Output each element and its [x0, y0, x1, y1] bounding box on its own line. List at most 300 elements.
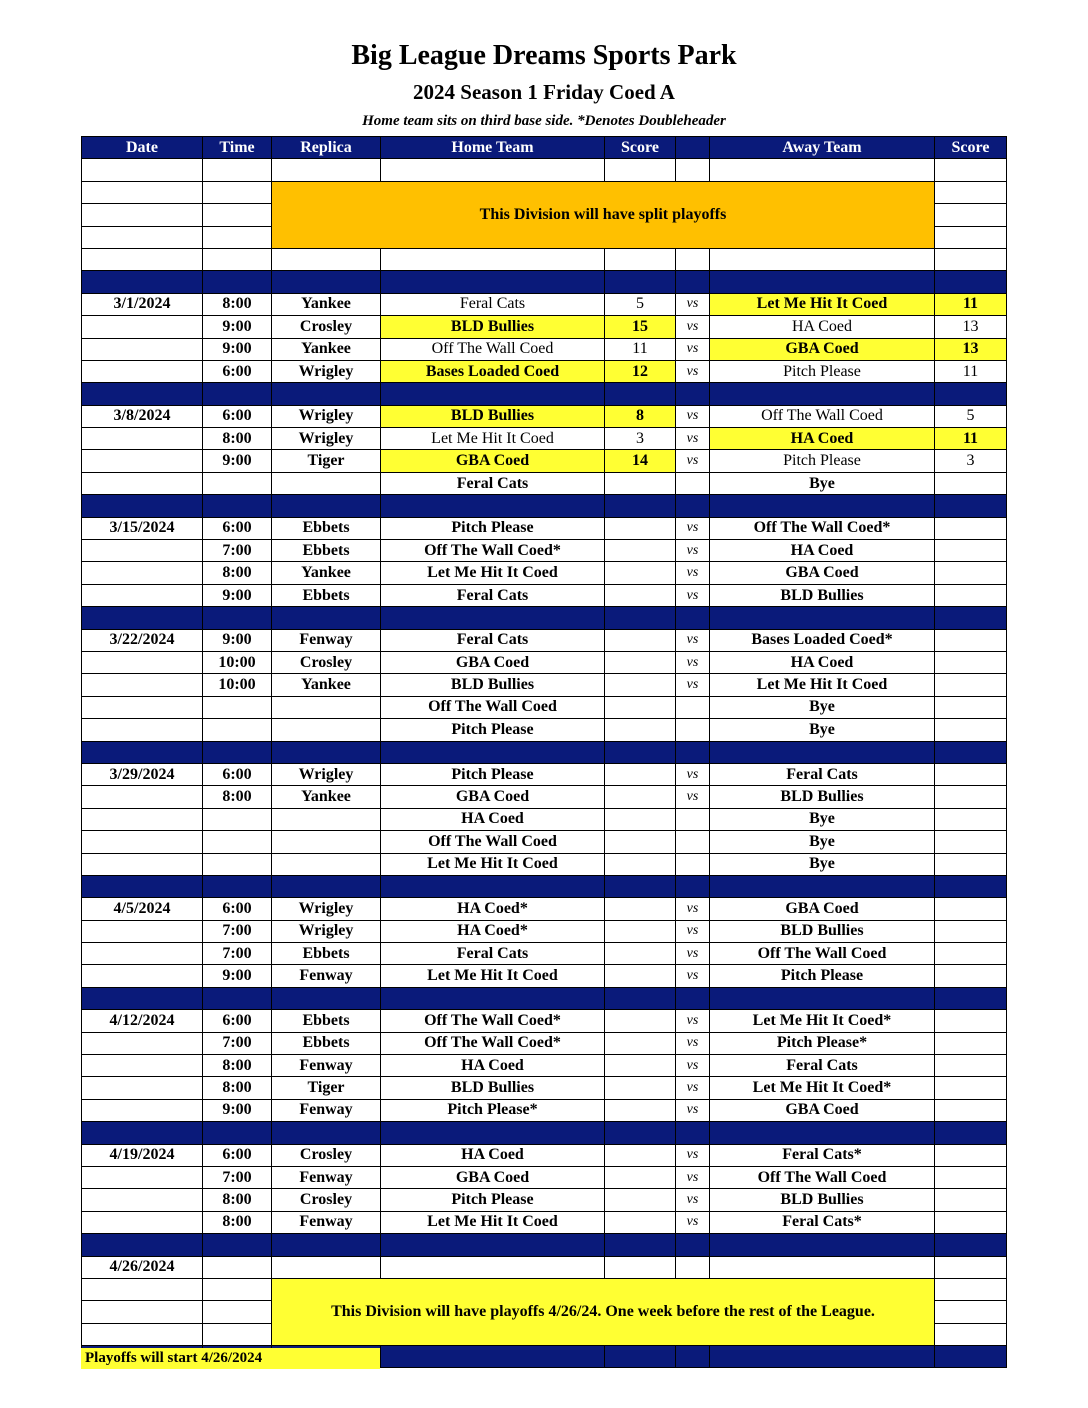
- home-score: [605, 674, 676, 696]
- game-date: [82, 696, 203, 718]
- game-field: Crosley: [272, 1189, 381, 1211]
- home-score: 11: [605, 338, 676, 360]
- away-team: BLD Bullies: [710, 786, 935, 808]
- separator-cell: [710, 875, 935, 897]
- empty-cell: [203, 181, 272, 203]
- empty-cell: [605, 1256, 676, 1278]
- game-date: 3/29/2024: [82, 763, 203, 785]
- playoffs-footer: Playoffs will start 4/26/2024: [81, 1348, 380, 1369]
- separator-cell: [676, 271, 710, 293]
- col-away-team: Away Team: [710, 137, 935, 159]
- separator-cell: [710, 1122, 935, 1144]
- home-team: Let Me Hit It Coed: [381, 562, 605, 584]
- separator-cell: [605, 1122, 676, 1144]
- vs-label: [676, 719, 710, 741]
- game-field: Fenway: [272, 1211, 381, 1233]
- separator-cell: [676, 1234, 710, 1256]
- away-team: Bye: [710, 472, 935, 494]
- game-time: 7:00: [203, 540, 272, 562]
- separator-cell: [676, 495, 710, 517]
- separator-cell: [203, 607, 272, 629]
- home-score: [605, 1144, 676, 1166]
- note-row: [82, 1278, 1007, 1300]
- empty-cell: [676, 1256, 710, 1278]
- home-score: [605, 517, 676, 539]
- home-team: Let Me Hit It Coed: [381, 1211, 605, 1233]
- away-score: 13: [935, 316, 1007, 338]
- game-row: [82, 943, 1007, 965]
- game-field: Fenway: [272, 1055, 381, 1077]
- separator-cell: [381, 1346, 605, 1368]
- separator-cell: [605, 987, 676, 1009]
- away-score: [935, 1166, 1007, 1188]
- away-score: [935, 719, 1007, 741]
- game-time: 6:00: [203, 763, 272, 785]
- home-team: HA Coed*: [381, 920, 605, 942]
- game-row: [82, 338, 1007, 360]
- game-time: 6:00: [203, 360, 272, 382]
- game-field: [272, 719, 381, 741]
- vs-label: [676, 853, 710, 875]
- game-row: [82, 360, 1007, 382]
- week-separator: [82, 383, 1007, 405]
- vs-label: [676, 696, 710, 718]
- away-team: GBA Coed: [710, 898, 935, 920]
- game-date: [82, 853, 203, 875]
- home-team: Feral Cats: [381, 584, 605, 606]
- game-row: [82, 1211, 1007, 1233]
- separator-cell: [381, 1234, 605, 1256]
- game-time: 8:00: [203, 1055, 272, 1077]
- vs-label: vs: [676, 450, 710, 472]
- home-score: [605, 719, 676, 741]
- separator-cell: [381, 271, 605, 293]
- game-field: Yankee: [272, 293, 381, 315]
- separator-cell: [935, 875, 1007, 897]
- game-time: [203, 719, 272, 741]
- away-score: 5: [935, 405, 1007, 427]
- away-team: Feral Cats: [710, 1055, 935, 1077]
- home-score: 8: [605, 405, 676, 427]
- empty-cell: [381, 248, 605, 270]
- empty-cell: [676, 248, 710, 270]
- home-score: [605, 831, 676, 853]
- home-score: [605, 629, 676, 651]
- game-row: [82, 651, 1007, 673]
- header-row: [82, 137, 1007, 159]
- away-score: [935, 1189, 1007, 1211]
- game-time: 9:00: [203, 316, 272, 338]
- game-time: [203, 831, 272, 853]
- separator-cell: [272, 383, 381, 405]
- game-row: [82, 629, 1007, 651]
- away-team: Off The Wall Coed: [710, 405, 935, 427]
- separator-cell: [272, 495, 381, 517]
- away-score: [935, 853, 1007, 875]
- game-time: 9:00: [203, 584, 272, 606]
- empty-cell: [272, 159, 381, 181]
- home-team: Feral Cats: [381, 472, 605, 494]
- away-score: [935, 1099, 1007, 1121]
- away-team: Let Me Hit It Coed: [710, 293, 935, 315]
- separator-cell: [935, 271, 1007, 293]
- empty-cell: [203, 226, 272, 248]
- week-separator: [82, 1234, 1007, 1256]
- separator-cell: [272, 607, 381, 629]
- game-row: [82, 965, 1007, 987]
- game-row: [82, 808, 1007, 830]
- home-team: GBA Coed: [381, 450, 605, 472]
- separator-cell: [710, 987, 935, 1009]
- game-time: 8:00: [203, 1211, 272, 1233]
- away-team: Pitch Please*: [710, 1032, 935, 1054]
- away-score: [935, 1055, 1007, 1077]
- col-replica: Replica: [272, 137, 381, 159]
- away-score: [935, 1032, 1007, 1054]
- vs-label: vs: [676, 562, 710, 584]
- separator-cell: [82, 495, 203, 517]
- away-score: [935, 651, 1007, 673]
- page-title: Big League Dreams Sports Park: [351, 40, 737, 71]
- game-time: 8:00: [203, 1189, 272, 1211]
- empty-cell: [381, 1256, 605, 1278]
- week-separator: [82, 1122, 1007, 1144]
- game-date: [82, 719, 203, 741]
- game-date: [82, 674, 203, 696]
- game-row: [82, 1055, 1007, 1077]
- game-time: 6:00: [203, 1144, 272, 1166]
- game-date: 3/1/2024: [82, 293, 203, 315]
- away-team: GBA Coed: [710, 1099, 935, 1121]
- empty-cell: [605, 159, 676, 181]
- separator-cell: [676, 1346, 710, 1368]
- empty-cell: [82, 1323, 203, 1345]
- away-team: BLD Bullies: [710, 1189, 935, 1211]
- home-team: Off The Wall Coed*: [381, 1010, 605, 1032]
- col-home-team: Home Team: [381, 137, 605, 159]
- home-team: Bases Loaded Coed: [381, 360, 605, 382]
- empty-cell: [272, 1256, 381, 1278]
- game-field: Yankee: [272, 562, 381, 584]
- away-team: Bye: [710, 808, 935, 830]
- separator-cell: [381, 495, 605, 517]
- home-score: [605, 898, 676, 920]
- game-time: 6:00: [203, 405, 272, 427]
- col-vs: [676, 137, 710, 159]
- game-date: [82, 316, 203, 338]
- away-team: HA Coed: [710, 428, 935, 450]
- game-field: Tiger: [272, 1077, 381, 1099]
- game-field: Tiger: [272, 450, 381, 472]
- game-field: [272, 696, 381, 718]
- separator-cell: [203, 1122, 272, 1144]
- home-score: [605, 696, 676, 718]
- separator-cell: [82, 741, 203, 763]
- week-separator: [82, 271, 1007, 293]
- separator-cell: [82, 1234, 203, 1256]
- away-score: [935, 540, 1007, 562]
- game-row: [82, 1032, 1007, 1054]
- home-score: [605, 1099, 676, 1121]
- vs-label: vs: [676, 293, 710, 315]
- vs-label: vs: [676, 1010, 710, 1032]
- separator-cell: [203, 271, 272, 293]
- home-score: [605, 853, 676, 875]
- away-team: Let Me Hit It Coed*: [710, 1077, 935, 1099]
- game-row: [82, 898, 1007, 920]
- separator-cell: [605, 607, 676, 629]
- separator-cell: [272, 1122, 381, 1144]
- col-time: Time: [203, 137, 272, 159]
- away-score: 11: [935, 360, 1007, 382]
- empty-row: [82, 159, 1007, 181]
- empty-cell: [676, 159, 710, 181]
- empty-cell: [935, 159, 1007, 181]
- empty-cell: [935, 181, 1007, 203]
- away-score: [935, 786, 1007, 808]
- home-team: Feral Cats: [381, 629, 605, 651]
- vs-label: vs: [676, 1166, 710, 1188]
- separator-cell: [710, 1346, 935, 1368]
- game-date: [82, 786, 203, 808]
- game-time: 10:00: [203, 674, 272, 696]
- away-team: Pitch Please: [710, 450, 935, 472]
- home-team: Pitch Please: [381, 1189, 605, 1211]
- game-time: 6:00: [203, 1010, 272, 1032]
- home-score: [605, 786, 676, 808]
- away-team: HA Coed: [710, 540, 935, 562]
- separator-cell: [710, 271, 935, 293]
- vs-label: vs: [676, 629, 710, 651]
- col-away-score: Score: [935, 137, 1007, 159]
- game-time: [203, 853, 272, 875]
- game-date: 4/5/2024: [82, 898, 203, 920]
- game-row: [82, 316, 1007, 338]
- game-date: [82, 831, 203, 853]
- game-field: [272, 853, 381, 875]
- empty-cell: [203, 204, 272, 226]
- away-score: [935, 562, 1007, 584]
- game-field: Wrigley: [272, 360, 381, 382]
- home-team: Pitch Please: [381, 517, 605, 539]
- away-score: [935, 1211, 1007, 1233]
- empty-cell: [710, 1256, 935, 1278]
- away-team: Feral Cats: [710, 763, 935, 785]
- game-time: 9:00: [203, 965, 272, 987]
- game-time: 8:00: [203, 786, 272, 808]
- game-field: Crosley: [272, 651, 381, 673]
- home-team: HA Coed: [381, 1055, 605, 1077]
- game-date: 3/8/2024: [82, 405, 203, 427]
- away-score: [935, 584, 1007, 606]
- home-score: [605, 584, 676, 606]
- home-score: [605, 1010, 676, 1032]
- home-team: GBA Coed: [381, 651, 605, 673]
- vs-label: vs: [676, 786, 710, 808]
- away-team: Off The Wall Coed: [710, 1166, 935, 1188]
- game-time: 10:00: [203, 651, 272, 673]
- game-time: 6:00: [203, 898, 272, 920]
- away-team: BLD Bullies: [710, 920, 935, 942]
- separator-cell: [381, 741, 605, 763]
- game-time: [203, 808, 272, 830]
- game-row: [82, 719, 1007, 741]
- away-score: [935, 517, 1007, 539]
- page-subtitle: 2024 Season 1 Friday Coed A: [413, 80, 675, 104]
- vs-label: vs: [676, 1211, 710, 1233]
- away-score: [935, 472, 1007, 494]
- game-date: [82, 1189, 203, 1211]
- separator-cell: [203, 383, 272, 405]
- separator-cell: [82, 875, 203, 897]
- home-score: [605, 651, 676, 673]
- game-row: [82, 517, 1007, 539]
- game-field: Fenway: [272, 1166, 381, 1188]
- home-score: 12: [605, 360, 676, 382]
- away-score: [935, 898, 1007, 920]
- away-score: [935, 965, 1007, 987]
- empty-cell: [203, 1301, 272, 1323]
- vs-label: vs: [676, 1099, 710, 1121]
- away-score: [935, 1010, 1007, 1032]
- separator-cell: [203, 875, 272, 897]
- game-row: [82, 831, 1007, 853]
- away-team: Bye: [710, 831, 935, 853]
- game-date: [82, 1166, 203, 1188]
- vs-label: vs: [676, 965, 710, 987]
- away-score: 13: [935, 338, 1007, 360]
- empty-cell: [203, 1323, 272, 1345]
- away-score: [935, 1144, 1007, 1166]
- away-team: BLD Bullies: [710, 584, 935, 606]
- home-score: [605, 965, 676, 987]
- game-row: [82, 696, 1007, 718]
- away-score: [935, 763, 1007, 785]
- game-row: [82, 1077, 1007, 1099]
- game-row: [82, 1189, 1007, 1211]
- home-team: Off The Wall Coed*: [381, 540, 605, 562]
- empty-cell: [381, 159, 605, 181]
- game-time: 9:00: [203, 1099, 272, 1121]
- away-team: Let Me Hit It Coed*: [710, 1010, 935, 1032]
- game-date: [82, 584, 203, 606]
- away-team: Let Me Hit It Coed: [710, 674, 935, 696]
- vs-label: vs: [676, 651, 710, 673]
- game-field: Fenway: [272, 629, 381, 651]
- separator-cell: [82, 607, 203, 629]
- separator-cell: [82, 987, 203, 1009]
- separator-cell: [605, 495, 676, 517]
- game-row: [82, 1099, 1007, 1121]
- empty-cell: [203, 159, 272, 181]
- away-team: Bases Loaded Coed*: [710, 629, 935, 651]
- away-score: [935, 1077, 1007, 1099]
- empty-cell: [935, 204, 1007, 226]
- separator-cell: [605, 1346, 676, 1368]
- home-score: 3: [605, 428, 676, 450]
- vs-label: [676, 808, 710, 830]
- game-date: [82, 943, 203, 965]
- empty-cell: [203, 1278, 272, 1300]
- vs-label: vs: [676, 1144, 710, 1166]
- away-score: 11: [935, 428, 1007, 450]
- game-time: 8:00: [203, 1077, 272, 1099]
- empty-cell: [82, 159, 203, 181]
- separator-cell: [605, 271, 676, 293]
- game-time: 7:00: [203, 1166, 272, 1188]
- away-score: [935, 943, 1007, 965]
- game-row: [82, 584, 1007, 606]
- vs-label: [676, 472, 710, 494]
- home-score: [605, 763, 676, 785]
- home-team: GBA Coed: [381, 1166, 605, 1188]
- separator-cell: [676, 607, 710, 629]
- game-field: Ebbets: [272, 943, 381, 965]
- empty-cell: [935, 1301, 1007, 1323]
- vs-label: vs: [676, 428, 710, 450]
- separator-cell: [710, 607, 935, 629]
- home-team: BLD Bullies: [381, 316, 605, 338]
- separator-cell: [272, 1234, 381, 1256]
- vs-label: vs: [676, 763, 710, 785]
- game-field: Ebbets: [272, 517, 381, 539]
- game-row: [82, 472, 1007, 494]
- vs-label: vs: [676, 1032, 710, 1054]
- home-team: Off The Wall Coed: [381, 338, 605, 360]
- game-row: [82, 1144, 1007, 1166]
- home-team: BLD Bullies: [381, 674, 605, 696]
- home-team: HA Coed: [381, 1144, 605, 1166]
- away-score: [935, 696, 1007, 718]
- game-field: Yankee: [272, 674, 381, 696]
- game-field: Fenway: [272, 965, 381, 987]
- vs-label: vs: [676, 338, 710, 360]
- game-date: [82, 651, 203, 673]
- vs-label: vs: [676, 517, 710, 539]
- away-team: Bye: [710, 696, 935, 718]
- col-home-score: Score: [605, 137, 676, 159]
- game-date: 4/19/2024: [82, 1144, 203, 1166]
- separator-cell: [272, 987, 381, 1009]
- game-date: [82, 1032, 203, 1054]
- home-team: Pitch Please*: [381, 1099, 605, 1121]
- vs-label: vs: [676, 540, 710, 562]
- separator-cell: [935, 607, 1007, 629]
- away-team: GBA Coed: [710, 338, 935, 360]
- separator-cell: [203, 741, 272, 763]
- away-score: [935, 674, 1007, 696]
- separator-cell: [710, 1234, 935, 1256]
- separator-cell: [82, 1122, 203, 1144]
- separator-cell: [203, 495, 272, 517]
- empty-cell: [935, 226, 1007, 248]
- game-date: [82, 1077, 203, 1099]
- game-row: [82, 562, 1007, 584]
- week-separator: [82, 607, 1007, 629]
- empty-cell: [605, 248, 676, 270]
- game-row: [82, 763, 1007, 785]
- home-score: [605, 562, 676, 584]
- vs-label: vs: [676, 1077, 710, 1099]
- separator-cell: [381, 1122, 605, 1144]
- separator-cell: [203, 1234, 272, 1256]
- game-date: [82, 808, 203, 830]
- vs-label: vs: [676, 898, 710, 920]
- game-time: 8:00: [203, 428, 272, 450]
- game-row: [82, 920, 1007, 942]
- separator-cell: [935, 1122, 1007, 1144]
- game-time: 7:00: [203, 1032, 272, 1054]
